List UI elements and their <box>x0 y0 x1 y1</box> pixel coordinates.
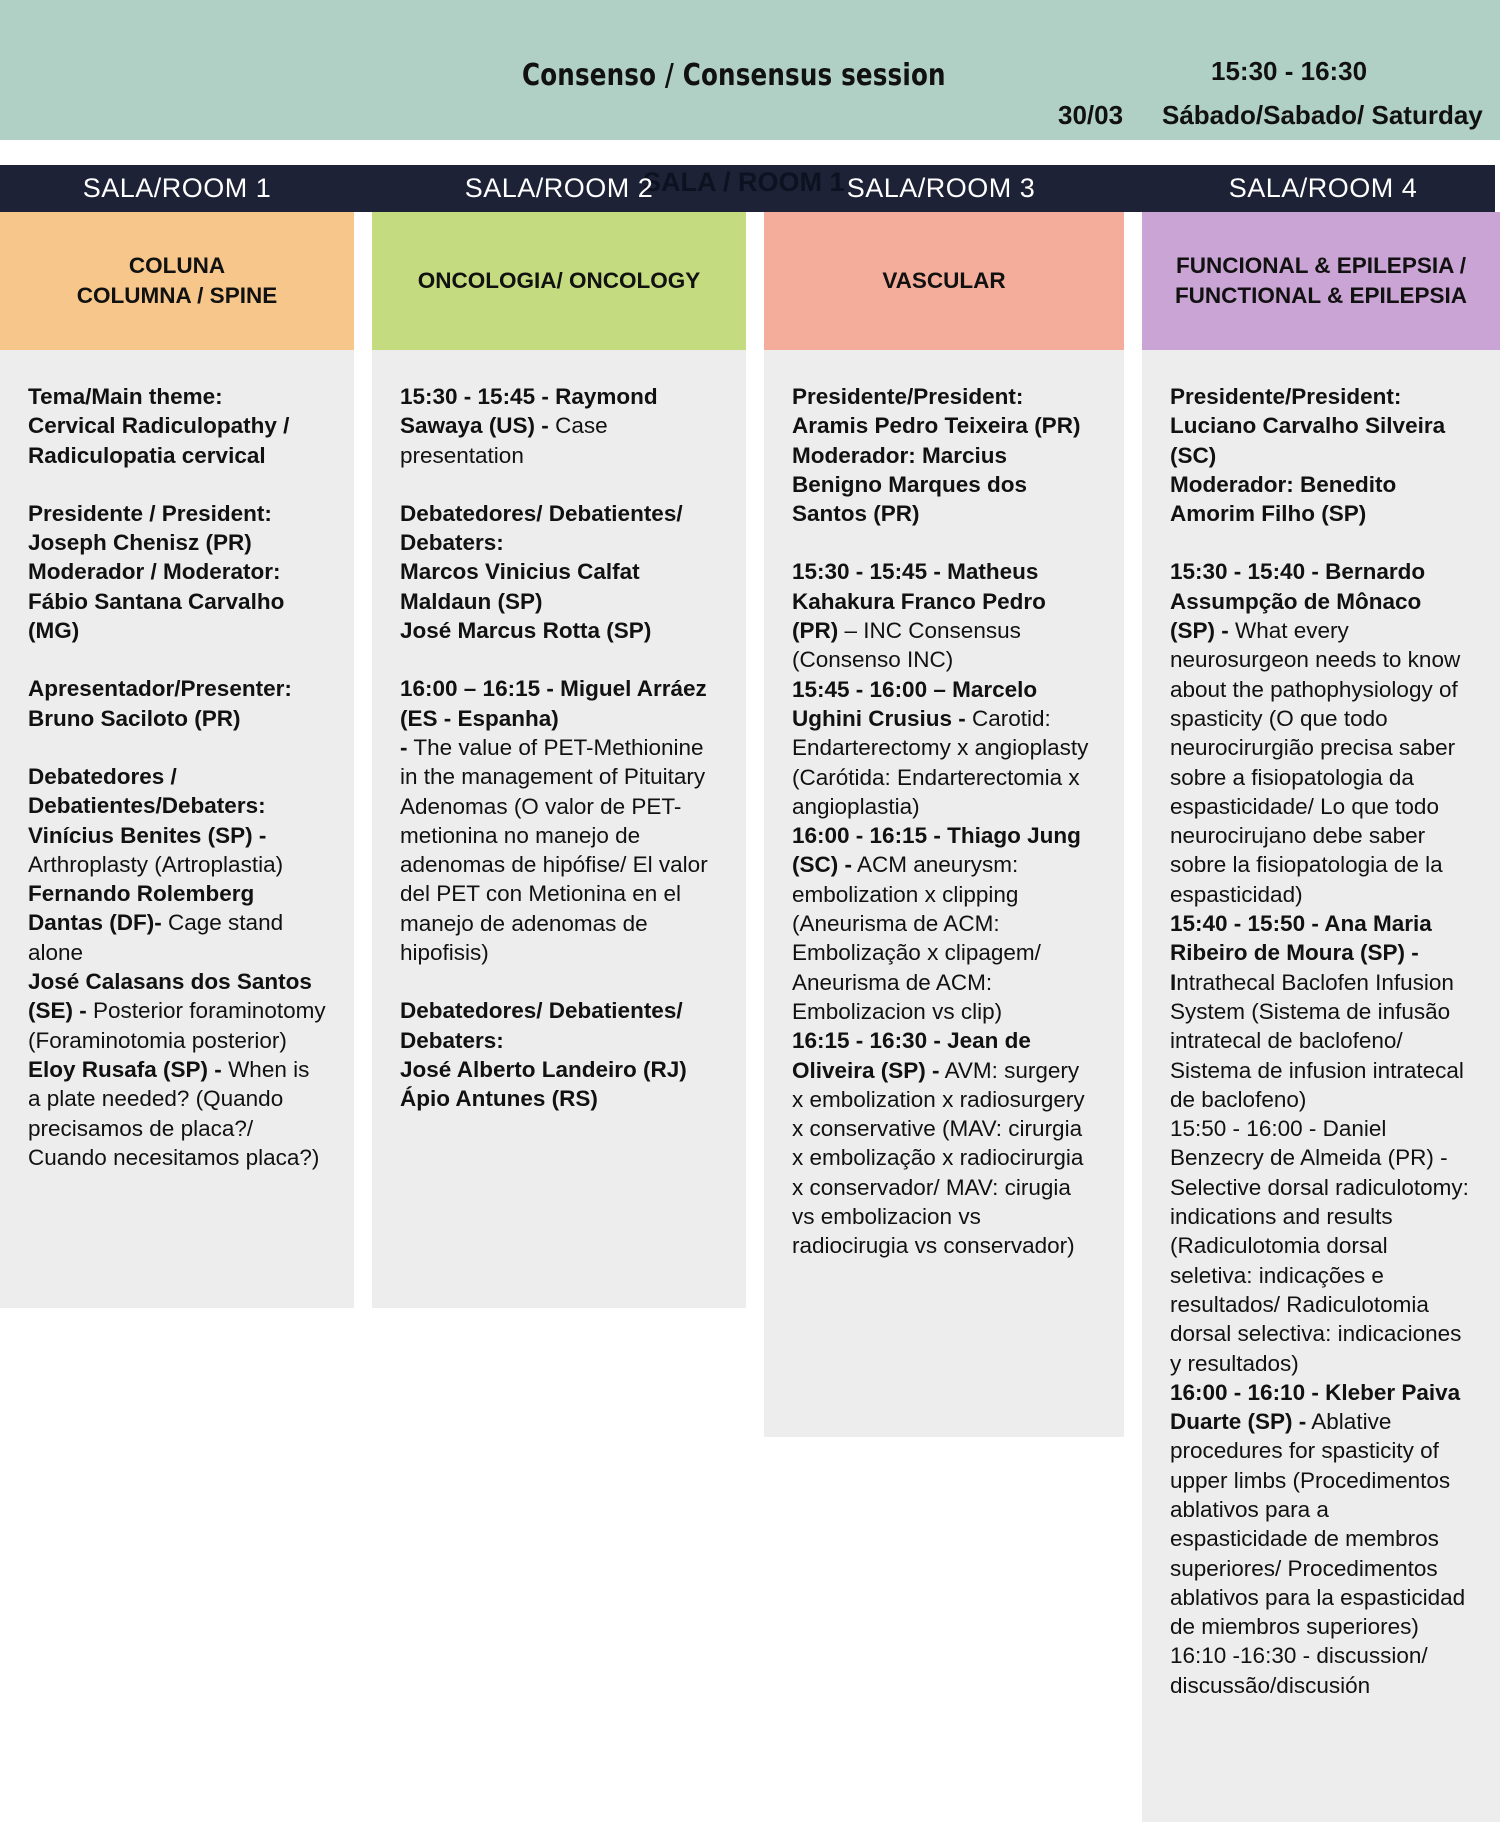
column-body-oncology <box>372 350 746 1308</box>
header-band <box>0 0 1500 140</box>
talk-topic: What every neurosurgeon needs to know about the pathophysiology of spasticity (O que todo neurocirurgião precisa saber sobre a fisiopatologia da espasticidade/ Lo que todo neurocirujano debe saber sobre la fisiopatologia de la espasticidad) <box>1170 618 1461 907</box>
column-header-functional <box>1142 212 1500 350</box>
talk-topic: Ablative procedures for spasticity of upper limbs (Procedimentos ablativos para a espasticidade de membros superiores/ Procedimentos ablativos para la espasticidad de miembros superiores) <box>1170 1409 1466 1640</box>
column-title-line: COLUNA <box>128 253 226 278</box>
talk-topic: INC Consensus (Consenso INC) <box>792 618 1021 673</box>
column-title: ONCOLOGIA/ ONCOLOGY <box>417 268 701 293</box>
debater-name: Eloy Rusafa (SP) - <box>28 1056 222 1082</box>
president: Presidente/President: Luciano Carvalho Silveira (SC) <box>1170 384 1446 468</box>
rooms-bar-ghost-title: SALA / ROOM 1 <box>643 167 845 197</box>
rooms-bar <box>0 165 1495 212</box>
talk-speaker: 15:30 - 15:40 - Bernardo Assumpção de Mônaco (SP) - <box>1170 559 1426 644</box>
talk-speaker: 15:45 - 16:00 – Marcelo Ughini Crusius - <box>792 676 1038 731</box>
debaters-label: Debatedores/ Debatientes/ Debaters: <box>400 998 683 1053</box>
debater-entry <box>28 879 326 967</box>
talk-entry: 15:50 - 16:00 - Daniel Benzecry de Almeida (PR) - Selective dorsal radiculotomy: indications and results (Radiculotomia dorsal seletiva: indicações e resultados/ Radiculotomia dorsal selectiva: indicaciones y resultados) <box>1170 1116 1469 1376</box>
debater-name: Marcos Vinicius Calfat Maldaun (SP) <box>400 559 640 614</box>
talk-speaker: 16:15 - 16:30 - Jean de Oliveira (SP) - <box>792 1028 1031 1083</box>
president: Joseph Chenisz (PR) <box>28 530 252 556</box>
talk-entry <box>792 1026 1096 1260</box>
talk-speaker: 15:40 - 15:50 - Ana Maria Ribeiro de Moura (SP) - I <box>1170 911 1432 995</box>
debater-entry <box>28 821 326 880</box>
debater-name: José Marcus Rotta (SP) <box>400 618 652 644</box>
room-label-1: SALA/ROOM 1 <box>82 173 272 203</box>
talk-entry <box>400 382 718 470</box>
debaters-label: Debatedores / Debatientes/Debaters: <box>28 763 266 819</box>
column-body-vascular <box>764 350 1124 1437</box>
talk-dash: - <box>400 734 408 760</box>
moderator: Moderador: Benedito Amorim Filho (SP) <box>1170 471 1397 527</box>
talk-entry <box>1170 1378 1472 1642</box>
talk-topic: The value of PET-Methionine in the management of Pituitary Adenomas (O valor de PET-metionina no manejo de adenomas de hipófise/ El valor del PET con Metionina en el manejo de adenomas de hipofisis) <box>400 734 708 966</box>
theme: Cervical Radiculopathy / Radiculopatia cervical <box>28 413 290 468</box>
debater-name: Vinícius Benites (SP) - <box>28 822 267 848</box>
debater-topic: Cage stand alone <box>28 910 284 965</box>
column-body-functional <box>1142 350 1500 1822</box>
moderator: Moderador: Marcius Benigno Marques dos Santos (PR) <box>792 442 1028 527</box>
talk-entry <box>792 557 1096 674</box>
session-weekday: Sábado/Sabado/ Saturday <box>1162 100 1483 130</box>
debater-name: José Alberto Landeiro (RJ) <box>400 1056 687 1082</box>
talk-speaker: 15:30 - 15:45 - Matheus Kahakura Franco Pedro (PR) <box>792 559 1046 644</box>
column-header-oncology <box>372 212 746 350</box>
column-title-line: COLUMNA / SPINE <box>76 283 278 308</box>
talk-entry <box>792 821 1096 1026</box>
moderator-label: Moderador / Moderator: <box>28 559 281 585</box>
talk-speaker: 15:30 - 15:45 - Raymond Sawaya (US) - <box>400 384 658 439</box>
room-label-3: SALA/ROOM 3 <box>846 173 1036 203</box>
president: Presidente/President: Aramis Pedro Teixeira (PR) <box>792 384 1081 439</box>
debater-entry <box>28 1055 326 1172</box>
session-title: Consenso / Consensus session <box>522 58 946 93</box>
presenter: Bruno Saciloto (PR) <box>28 705 241 731</box>
column-header-vascular <box>764 212 1124 350</box>
debater-topic: When is a plate needed? (Quando precisamos de placa?/ Cuando necesitamos placa?) <box>28 1056 320 1170</box>
column-body-spine <box>0 350 354 1308</box>
talk-entry <box>792 675 1096 821</box>
column-title-line: FUNCTIONAL & EPILEPSIA <box>1174 283 1468 308</box>
column-header-spine <box>0 212 354 350</box>
talk-speaker: 16:00 – 16:15 - Miguel Arráez (ES - Espanha) <box>400 676 707 731</box>
theme-label: Tema/Main theme: <box>28 384 223 409</box>
debater-name: Fernando Rolemberg Dantas (DF)- <box>28 881 255 936</box>
session-time: 15:30 - 16:30 <box>1211 56 1368 86</box>
debater-name: José Calasans dos Santos (SE) - <box>28 969 312 1024</box>
debaters-label: Debatedores/ Debatientes/ Debaters: <box>400 500 683 556</box>
talk-topic: AVM: surgery x embolization x radiosurgery x conservative (MAV: cirurgia x embolização x radiocirurgia x conservador/ MAV: cirugia vs embolizacion vs radiocirugia vs conservador) <box>792 1057 1085 1259</box>
discussion: 16:10 -16:30 - discussion/ discussão/discusión <box>1170 1643 1428 1698</box>
debater-name: Ápio Antunes (RS) <box>400 1086 598 1112</box>
talk-topic: ntrathecal Baclofen Infusion System (Sistema de infusão intratecal de baclofeno/ Sistema de infusion intratecal de baclofeno) <box>1170 969 1464 1112</box>
talk-speaker: 16:00 - 16:10 - Kleber Paiva Duarte (SP) - <box>1170 1379 1461 1435</box>
talk-topic: ACM aneurysm: embolization x clipping (Aneurisma de ACM: Embolização x clipagem/ Aneurisma de ACM: Embolizacion vs clip) <box>792 852 1041 1024</box>
room-label-4: SALA/ROOM 4 <box>1228 173 1418 203</box>
presenter-label: Apresentador/Presenter: <box>28 676 292 702</box>
debater-topic: Arthroplasty (Artroplastia) <box>28 851 284 877</box>
debater-entry <box>28 967 326 1055</box>
talk-separator: – <box>838 618 864 644</box>
debater-topic: Posterior foraminotomy (Foraminotomia posterior) <box>28 998 326 1053</box>
talk-topic: Case presentation <box>400 413 608 468</box>
talk-topic: Carotid: Endarterectomy x angioplasty (Carótida: Endarterectomia x angioplastia) <box>792 705 1089 819</box>
talk-entry <box>1170 557 1472 909</box>
talk-speaker: 16:00 - 16:15 - Thiago Jung (SC) - <box>792 823 1081 878</box>
room-label-2: SALA/ROOM 2 <box>464 173 654 203</box>
session-date: 30/03 <box>1058 100 1124 130</box>
president-label: Presidente / President: <box>28 500 272 526</box>
talk-entry <box>1170 909 1472 1114</box>
moderator: Fábio Santana Carvalho (MG) <box>28 588 285 644</box>
column-title: VASCULAR <box>882 268 1006 293</box>
talk-entry <box>400 674 718 967</box>
column-title-line: FUNCIONAL & EPILEPSIA / <box>1175 253 1466 278</box>
